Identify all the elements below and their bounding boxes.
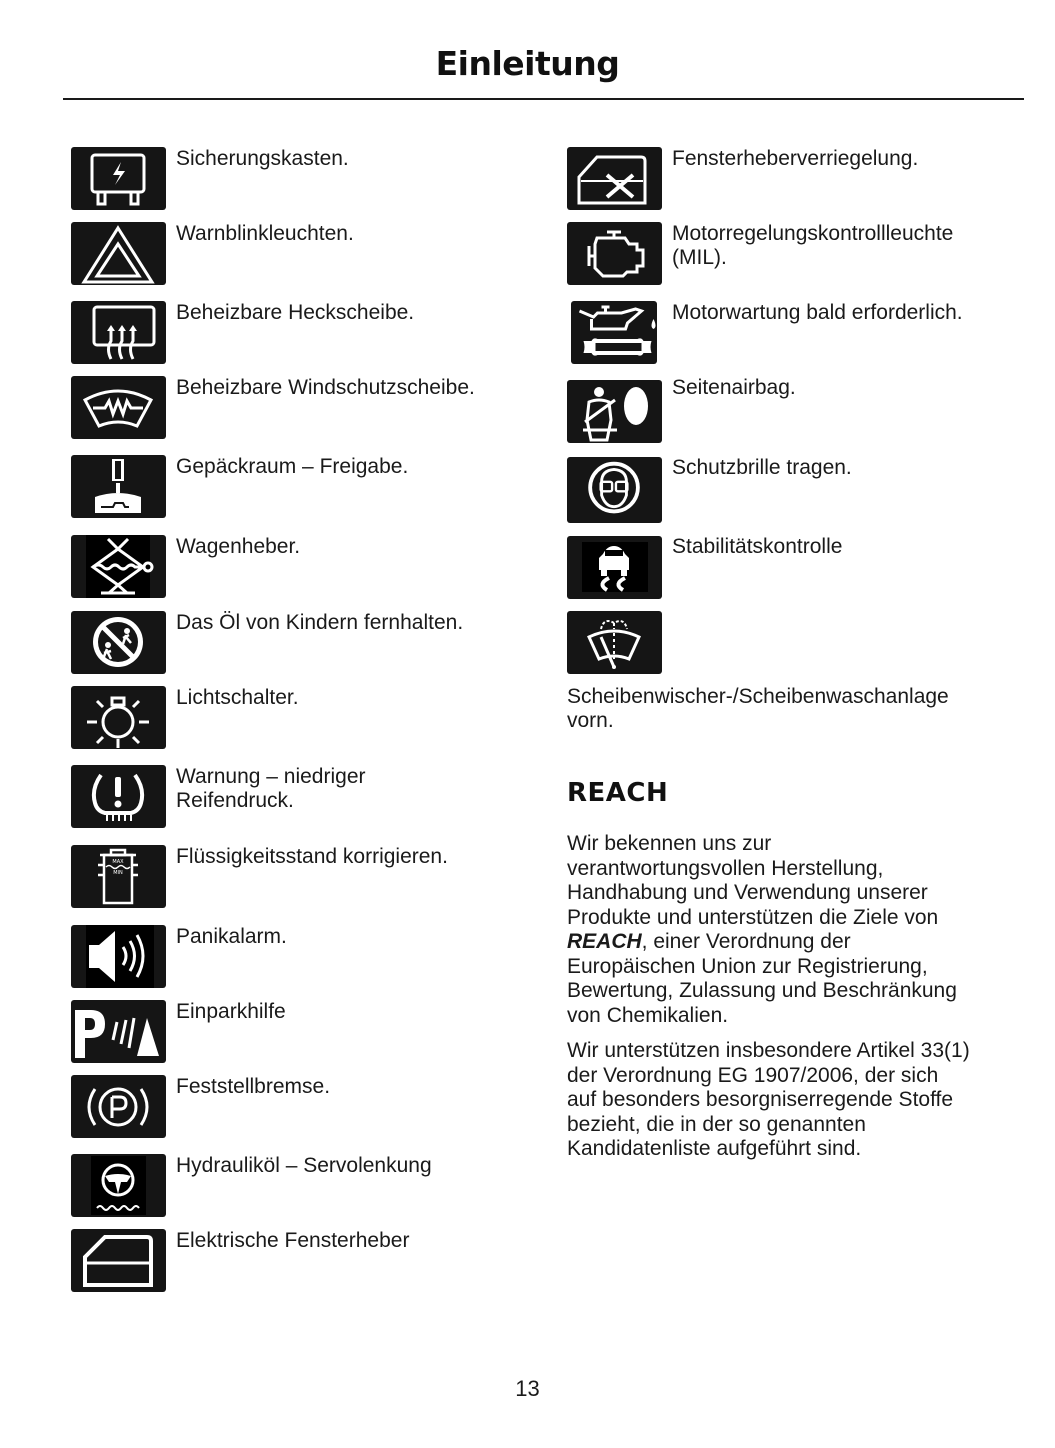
svg-text:MIN: MIN	[113, 870, 123, 876]
side-airbag-icon	[567, 380, 662, 443]
keep-away-from-children-icon	[71, 611, 166, 674]
windshield-wiper-washer-icon	[567, 611, 662, 674]
symbol-label: Flüssigkeitsstand korrigieren.	[176, 845, 448, 868]
symbol-label: Lichtschalter.	[176, 686, 299, 709]
reach-paragraph-2: Wir unterstützen insbesondere Artikel 33(1) der Verordnung EG 1907/2006, der sich auf besonders besorgniserregende Stoffe bezieht, die in der so genannten Kandidatenliste aufgeführt sind.	[567, 1039, 970, 1160]
reach-heading: REACH	[567, 778, 669, 808]
power-steering-fluid-icon	[71, 1154, 166, 1217]
symbol-label: Panikalarm.	[176, 925, 287, 948]
panic-alarm-icon	[71, 925, 166, 988]
engine-malfunction-icon	[567, 222, 662, 285]
symbol-label: Seitenairbag.	[672, 376, 796, 399]
symbol-label: Stabilitätskontrolle	[672, 535, 843, 558]
stability-control-icon	[567, 536, 662, 599]
page-title: Einleitung	[435, 44, 620, 83]
symbol-label: Warnung – niedriger Reifendruck.	[176, 765, 366, 812]
symbol-label: Warnblinkleuchten.	[176, 222, 354, 245]
symbol-label: Feststellbremse.	[176, 1075, 331, 1098]
hazard-warning-icon	[71, 222, 166, 285]
symbol-label: Das Öl von Kindern fernhalten.	[176, 611, 464, 634]
symbol-label: Beheizbare Windschutzscheibe.	[176, 376, 475, 399]
symbol-label: Elektrische Fensterheber	[176, 1229, 410, 1252]
symbol-label: Fensterheberverriegelung.	[672, 147, 919, 170]
fuse-box-icon	[71, 147, 166, 210]
symbol-label: Motorregelungskontrollleuchte (MIL).	[672, 222, 954, 269]
trunk-release-icon	[71, 455, 166, 518]
symbol-label: Schutzbrille tragen.	[672, 456, 852, 479]
symbol-label: Motorwartung bald erforderlich.	[672, 301, 963, 324]
reach-paragraph-1: Wir bekennen uns zur verantwortungsvollen Herstellung, Handhabung und Verwendung unserer Produkte und unterstützen die Ziele von REACH, einer Verordnung der Europäischen Union zur Registrierung, Bewertung, Zulassung und Beschränkung von Chemikalien.	[567, 832, 957, 1027]
window-lock-icon	[567, 147, 662, 210]
symbol-label: Gepäckraum – Freigabe.	[176, 455, 409, 478]
jack-icon	[71, 535, 166, 598]
symbol-label: Wagenheber.	[176, 535, 301, 558]
safety-goggles-icon	[567, 457, 662, 523]
reach-emphasis: REACH	[567, 930, 642, 953]
parking-brake-icon	[71, 1075, 166, 1138]
symbol-label: Sicherungskasten.	[176, 147, 349, 170]
heated-windshield-icon	[71, 376, 166, 439]
symbol-label: Scheibenwischer-/Scheibenwaschanlage vorn.	[567, 685, 949, 732]
symbol-label: Einparkhilfe	[176, 1000, 286, 1023]
heated-rear-window-icon	[71, 301, 166, 364]
tire-pressure-warning-icon	[71, 765, 166, 828]
page-number: 13	[515, 1376, 540, 1401]
parking-aid-icon	[71, 1000, 166, 1063]
symbol-label: Beheizbare Heckscheibe.	[176, 301, 415, 324]
svg-text:MAX: MAX	[112, 859, 124, 865]
title-divider	[63, 98, 1024, 100]
fluid-level-icon	[71, 845, 166, 908]
light-switch-icon	[71, 686, 166, 749]
engine-service-icon	[571, 301, 657, 364]
symbol-label: Hydrauliköl – Servolenkung	[176, 1154, 432, 1177]
power-windows-icon	[71, 1229, 166, 1292]
